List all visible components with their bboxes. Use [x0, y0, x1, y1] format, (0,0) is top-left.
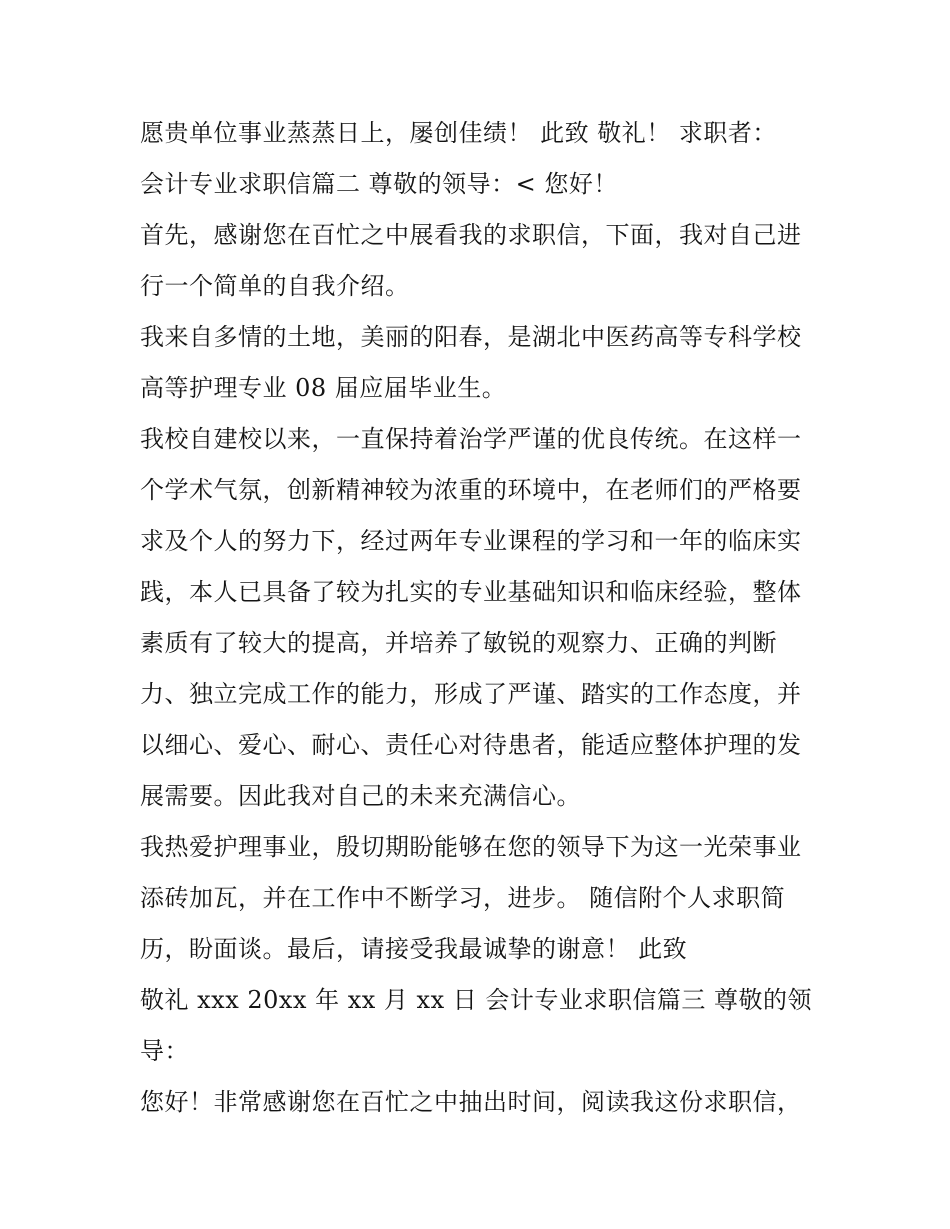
text-line: 首先，感谢您在百忙之中展看我的求职信，下面，我对自己进: [140, 221, 802, 249]
text-line: 个学术气氛，创新精神较为浓重的环境中，在老师们的严格要: [140, 476, 802, 504]
text-line: 力、独立完成工作的能力，形成了严谨、踏实的工作态度，并: [140, 680, 802, 708]
text-line: 敬礼 xxx 20xx 年 xx 月 xx 日 会计专业求职信篇三 尊敬的领: [140, 986, 813, 1014]
text-line: 素质有了较大的提高，并培养了敏锐的观察力、正确的判断: [140, 629, 777, 657]
text-line: 我校自建校以来，一直保持着治学严谨的优良传统。在这样一: [140, 425, 802, 453]
text-line: 高等护理专业 08 届应届毕业生。: [140, 374, 507, 402]
text-line: 我来自多情的土地，美丽的阳春，是湖北中医药高等专科学校: [140, 323, 802, 351]
text-line: 展需要。因此我对自己的未来充满信心。: [140, 782, 581, 810]
text-line: 我热爱护理事业，殷切期盼能够在您的领导下为这一光荣事业: [140, 833, 802, 861]
text-line: 以细心、爱心、耐心、责任心对待患者，能适应整体护理的发: [140, 731, 802, 759]
text-line: 添砖加瓦，并在工作中不断学习，进步。 随信附个人求职简: [140, 884, 786, 912]
text-line: 愿贵单位事业蒸蒸日上，屡创佳绩！ 此致 敬礼！ 求职者：: [140, 119, 777, 147]
text-line: 践，本人已具备了较为扎实的专业基础知识和临床经验，整体: [140, 578, 802, 606]
text-line: 会计专业求职信篇二 尊敬的领导：< 您好！: [140, 170, 618, 198]
text-line: 行一个简单的自我介绍。: [140, 272, 410, 300]
text-line: 求及个人的努力下，经过两年专业课程的学习和一年的临床实: [140, 527, 802, 555]
text-line: 您好！非常感谢您在百忙之中抽出时间，阅读我这份求职信，: [140, 1088, 802, 1116]
text-line: 历，盼面谈。最后，请接受我最诚挚的谢意！ 此致: [140, 935, 688, 963]
text-line: 导：: [140, 1037, 189, 1065]
letter-body: [140, 108, 820, 1128]
